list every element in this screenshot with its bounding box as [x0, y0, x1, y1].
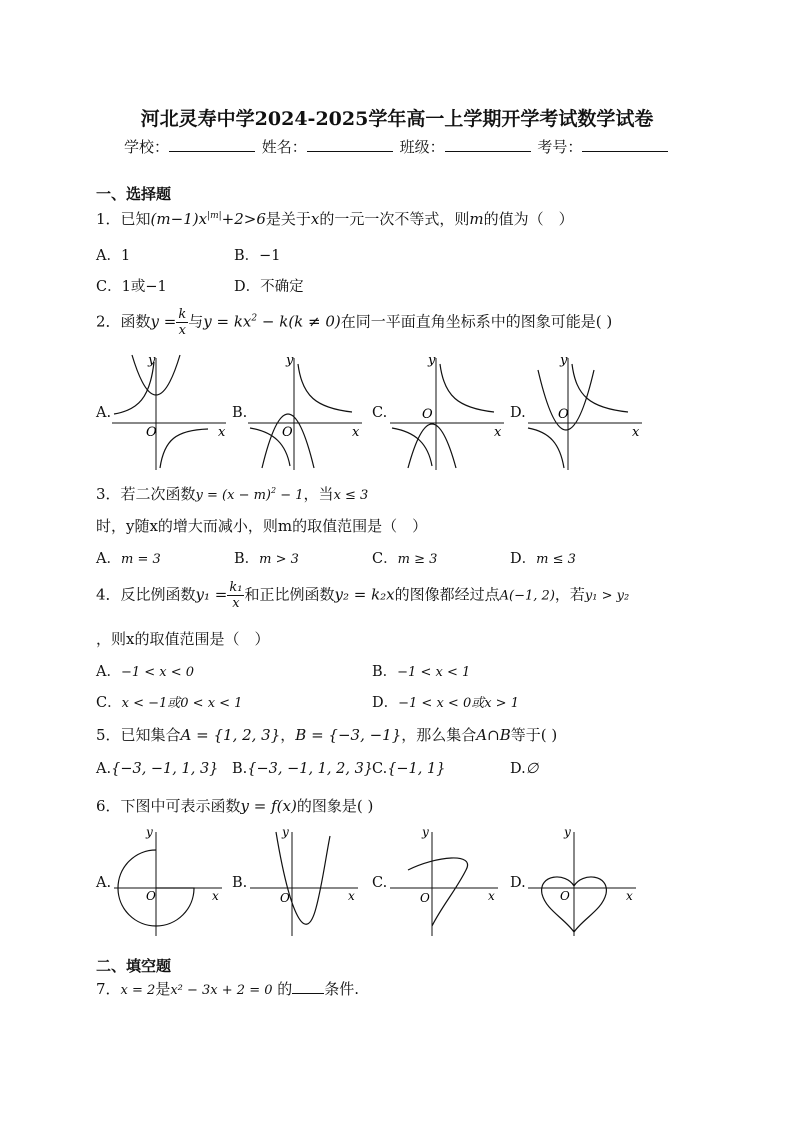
- q1-option-c-label: C．: [96, 279, 122, 295]
- x-label: x: [218, 425, 226, 440]
- q1-option-c[interactable]: [96, 275, 167, 296]
- origin-label: O: [560, 889, 570, 903]
- q5-sep: ，: [280, 726, 296, 744]
- q4-option-d[interactable]: [372, 691, 519, 712]
- q3-mid: ，当: [303, 485, 334, 503]
- q3-option-d-text: m ≤ 3: [536, 552, 576, 567]
- number-label: 考号：: [537, 138, 583, 156]
- q4-option-d-text: −1 < x < 0或x > 1: [398, 696, 519, 711]
- page-title: 河北灵寿中学2024-2025学年高一上学期开学考试数学试卷: [140, 108, 654, 130]
- x-label: x: [488, 889, 495, 903]
- origin-label: O: [282, 425, 293, 440]
- parabola-curve: [408, 424, 456, 468]
- q4-option-c-label: C．: [96, 695, 122, 711]
- y-label: y: [428, 353, 436, 368]
- y-label: y: [148, 353, 156, 368]
- q5-option-d[interactable]: [510, 761, 538, 777]
- y-label: y: [560, 353, 568, 368]
- origin-label: O: [422, 407, 433, 422]
- q1-option-a[interactable]: [96, 244, 130, 265]
- q6-func: y = f(x): [240, 797, 297, 815]
- y-label: y: [146, 825, 153, 839]
- q5-option-a[interactable]: [96, 761, 218, 777]
- q3-option-b[interactable]: [234, 547, 299, 568]
- q4-fraction: [227, 580, 244, 611]
- q1-expr: (m−1)x: [150, 210, 208, 228]
- q7-mid: 是: [155, 980, 171, 998]
- q2-y2: y = kx: [203, 312, 252, 331]
- q5-intersection: A∩B: [476, 726, 511, 744]
- name-label: 姓名：: [261, 138, 307, 156]
- q2-graph-c-label[interactable]: C.: [372, 405, 388, 421]
- q5-option-d-label: D.: [510, 761, 526, 777]
- q4-option-c[interactable]: [96, 691, 242, 712]
- q5-option-c-text: {−1, 1}: [387, 761, 446, 777]
- q5-option-a-text: {−3, −1, 1, 3}: [111, 761, 219, 777]
- q1-option-b-text: −1: [259, 248, 281, 264]
- q1-tail: 的一元一次不等式，则: [319, 210, 470, 228]
- hyperbola-branch-1: [440, 364, 494, 412]
- q2-frac-num: k: [178, 307, 187, 322]
- q3-prefix: 3．若二次函数: [96, 485, 196, 503]
- parabola-curve: [276, 832, 330, 924]
- q2-graph-a[interactable]: [108, 350, 228, 472]
- q1-sup: |m|: [207, 211, 222, 221]
- y-label: y: [564, 825, 571, 839]
- q4-frac-den: x: [232, 596, 240, 611]
- q3-option-a-label: A．: [96, 551, 121, 567]
- y-label: y: [282, 825, 289, 839]
- q6-graph-a[interactable]: [110, 826, 226, 938]
- q5-option-b[interactable]: [232, 761, 373, 777]
- q6-tail: 的图象是( ): [296, 797, 374, 815]
- question-6: [96, 795, 373, 816]
- q5-tail2: 等于( ): [510, 726, 558, 744]
- question-5: [96, 724, 557, 745]
- q2-graph-b-label[interactable]: B.: [232, 405, 248, 421]
- q5-prefix: 5．已知集合: [96, 726, 181, 744]
- q6-graph-b[interactable]: [246, 826, 362, 938]
- q2-frac-den: x: [178, 323, 186, 338]
- q5-set-a: A = {1, 2, 3}: [180, 726, 281, 744]
- hyperbola-branch-1: [298, 364, 352, 412]
- q7-b: x² − 3x + 2 = 0: [170, 983, 273, 998]
- q4-mid2: 的图像都经过点: [394, 585, 500, 604]
- hyperbola-branch-1: [572, 364, 628, 412]
- origin-label: O: [420, 891, 430, 905]
- q7-a: x = 2: [120, 983, 156, 998]
- q4-option-a[interactable]: [96, 660, 194, 681]
- q6-prefix: 6．下图中可表示函数: [96, 797, 241, 815]
- q2-sq: 2: [251, 313, 258, 324]
- q3-expr: y = (x − m): [195, 488, 272, 503]
- q3-option-c[interactable]: [372, 547, 437, 568]
- q7-mid2: 的: [272, 980, 293, 998]
- student-info: [124, 136, 670, 157]
- hyperbola-branch-2: [392, 428, 432, 466]
- q1-x: x: [310, 210, 320, 228]
- q4-option-a-label: A．: [96, 664, 121, 680]
- q4-y1: y₁ =: [195, 585, 228, 604]
- q7-prefix: 7．: [96, 980, 121, 998]
- q3-option-c-label: C．: [372, 551, 398, 567]
- question-3-line-1: [96, 483, 368, 504]
- q5-option-b-label: B.: [232, 761, 248, 777]
- origin-label: O: [280, 891, 290, 905]
- q3-option-c-text: m ≥ 3: [397, 552, 438, 567]
- school-blank[interactable]: [169, 137, 255, 152]
- q4-tail: ，若: [554, 585, 585, 604]
- q4-option-d-label: D．: [372, 695, 399, 711]
- x-label: x: [626, 889, 633, 903]
- q2-prefix: 2．函数: [96, 312, 151, 331]
- q5-option-c-label: C.: [372, 761, 388, 777]
- q1-option-a-text: 1: [120, 248, 131, 264]
- q3-cond: x ≤ 3: [333, 488, 369, 503]
- q2-graph-c[interactable]: [386, 350, 506, 472]
- q6-graph-c[interactable]: [386, 826, 502, 938]
- origin-label: O: [558, 407, 569, 422]
- x-label: x: [352, 425, 360, 440]
- question-4-line-1: [96, 580, 629, 611]
- q5-tail: ，那么集合: [401, 726, 477, 744]
- x-label: x: [348, 889, 355, 903]
- q4-y2: y₂ = k₂x: [334, 585, 395, 604]
- q6-graph-d[interactable]: [524, 826, 640, 938]
- q3-sq: 2: [271, 486, 277, 495]
- q6-graph-a-label[interactable]: A.: [96, 875, 112, 891]
- q4-option-b-label: B．: [372, 664, 398, 680]
- q4-frac-num: k₁: [229, 580, 243, 595]
- q1-option-b-label: B．: [234, 248, 260, 264]
- q6-graph-b-label[interactable]: B.: [232, 875, 248, 891]
- q7-tail: 条件.: [324, 980, 360, 998]
- q3-option-a-text: m = 3: [120, 552, 161, 567]
- section-fill-in: 二、填空题: [96, 957, 172, 975]
- sideways-curve: [408, 858, 468, 926]
- q2-y2b: − k(k ≠ 0): [257, 312, 341, 331]
- q3-option-a[interactable]: [96, 547, 161, 568]
- y-label: y: [286, 353, 294, 368]
- question-7: [96, 978, 359, 999]
- q1-option-d[interactable]: [234, 275, 304, 296]
- q3-option-d-label: D．: [510, 551, 537, 567]
- hyperbola-branch-1: [114, 362, 154, 414]
- q2-graph-a-label[interactable]: A.: [96, 405, 112, 421]
- q7-answer-blank[interactable]: [292, 981, 324, 994]
- y-label: y: [422, 825, 429, 839]
- q4-point: A(−1, 2): [499, 588, 555, 604]
- q6-graph-c-label[interactable]: C.: [372, 875, 388, 891]
- q4-option-a-text: −1 < x < 0: [120, 665, 195, 680]
- section-choice: 一、选择题: [96, 185, 172, 203]
- q3-option-b-label: B．: [234, 551, 260, 567]
- q4-compare: y₁ > y₂: [584, 588, 630, 604]
- class-blank[interactable]: [445, 137, 531, 152]
- x-label: x: [494, 425, 502, 440]
- question-4-line-2: ，则x的取值范围是（ ）: [96, 630, 270, 648]
- number-blank[interactable]: [582, 137, 668, 152]
- q1-option-a-label: A．: [96, 248, 121, 264]
- q2-tail: 在同一平面直角坐标系中的图象可能是( ): [340, 312, 613, 331]
- q5-option-d-text: ∅: [525, 761, 539, 777]
- q5-option-a-label: A.: [96, 761, 112, 777]
- question-1: [96, 208, 574, 229]
- q1-m: m: [469, 210, 484, 228]
- q1-option-b[interactable]: [234, 244, 281, 265]
- q1-option-c-text: 1或−1: [121, 279, 167, 295]
- origin-label: O: [146, 889, 156, 903]
- school-label: 学校：: [124, 138, 170, 156]
- q1-mid: 是关于: [265, 210, 311, 228]
- x-label: x: [212, 889, 219, 903]
- q1-expr2: +2>6: [221, 210, 266, 228]
- q1-tail2: 的值为（ ）: [483, 210, 574, 228]
- q1-option-d-label: D．: [234, 279, 261, 295]
- q2-graph-d-label[interactable]: D.: [510, 405, 526, 421]
- name-blank[interactable]: [307, 137, 393, 152]
- q6-graph-d-label[interactable]: D.: [510, 875, 526, 891]
- q2-fraction: [176, 307, 188, 338]
- q5-option-c[interactable]: [372, 761, 445, 777]
- q2-graph-b[interactable]: [244, 350, 364, 472]
- q4-option-b-text: −1 < x < 1: [397, 665, 471, 680]
- q3-expr2: − 1: [276, 488, 304, 503]
- q5-set-b: B = {−3, −1}: [295, 726, 402, 744]
- origin-label: O: [146, 425, 157, 440]
- q2-y1: y =: [150, 312, 177, 331]
- hyperbola-branch-2: [528, 428, 564, 468]
- q3-option-b-text: m > 3: [259, 552, 299, 567]
- q4-option-c-text: x < −1或0 < x < 1: [121, 696, 243, 711]
- class-label: 班级：: [399, 138, 445, 156]
- q4-mid: 和正比例函数: [244, 585, 335, 604]
- question-3-line-2: 时，y随x的增大而减小，则m的取值范围是（ ）: [96, 517, 428, 535]
- question-2: [96, 307, 612, 338]
- q1-option-d-text: 不确定: [260, 279, 304, 295]
- q2-mid: 与: [188, 312, 204, 331]
- q3-option-d[interactable]: [510, 547, 576, 568]
- hyperbola-branch-2: [160, 429, 208, 468]
- q1-prefix: 1．已知: [96, 210, 151, 228]
- q5-option-b-text: {−3, −1, 1, 2, 3}: [247, 761, 374, 777]
- x-label: x: [632, 425, 640, 440]
- q4-option-b[interactable]: [372, 660, 470, 681]
- q4-prefix: 4．反比例函数: [96, 585, 196, 604]
- q2-graph-d[interactable]: [524, 350, 644, 472]
